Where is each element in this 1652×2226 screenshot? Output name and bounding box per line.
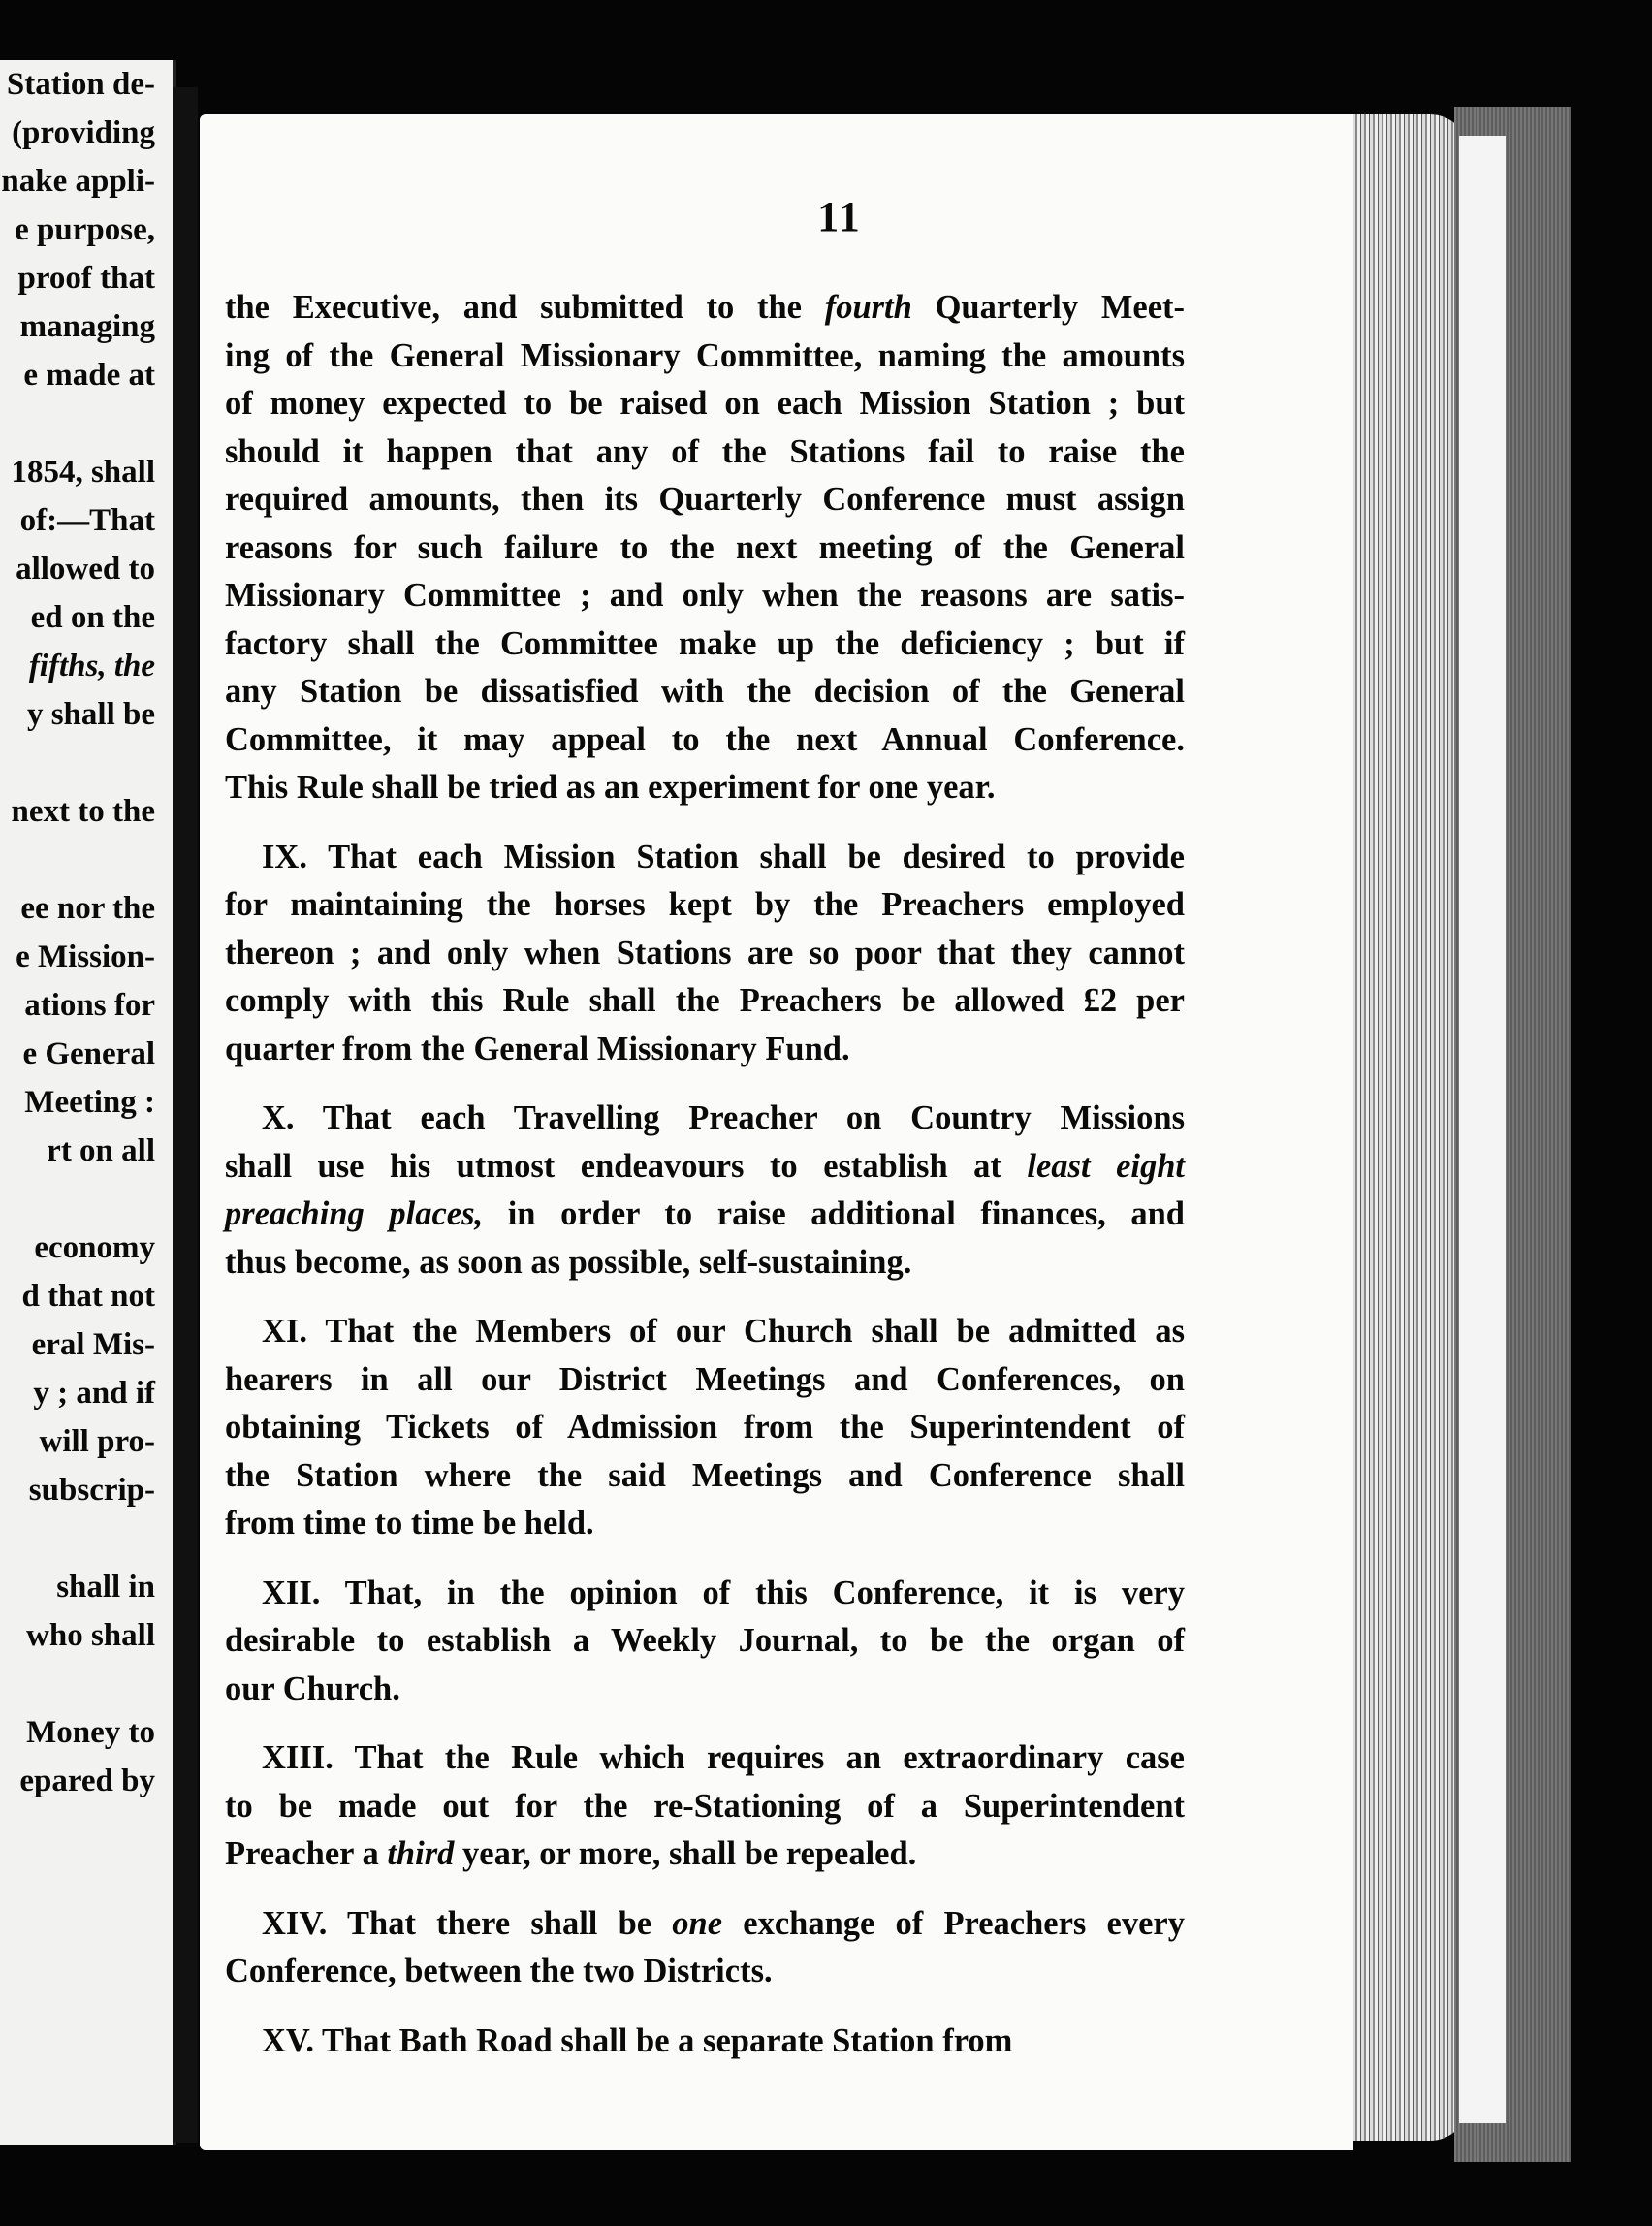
text: XIII. That the Rule which requires an extraordinary case [262, 1739, 1185, 1776]
text-line [225, 1452, 1185, 1501]
left-page-line [0, 1514, 155, 1563]
left-page-line: who shall [26, 1618, 155, 1653]
left-page-line: ee nor the [20, 891, 155, 926]
text: of money expected to be raised on each Mission Station ; but [225, 385, 1185, 422]
text: Missionary Committee ; and only when the reasons are satis- [225, 577, 1185, 614]
paragraph [225, 1095, 1185, 1287]
text-line [225, 1239, 1185, 1288]
text: the Station where the said Meetings and Conference shall [225, 1456, 1185, 1494]
left-page-line: Money to [26, 1715, 155, 1750]
text: exchange of Preachers every [722, 1904, 1185, 1942]
text: hearers in all our District Meetings and Conferences, on [225, 1360, 1185, 1398]
italic-text: preaching places, [225, 1195, 484, 1232]
page-body-text [225, 284, 1185, 2086]
text-line [225, 1666, 1185, 1714]
left-page-line: 1854, shall [11, 455, 155, 490]
text: XIV. That there shall be [262, 1904, 673, 1942]
text-line [225, 764, 1185, 812]
paragraph [225, 834, 1185, 1074]
text-line [225, 1948, 1185, 1996]
left-page-line: ations for [24, 988, 155, 1023]
paragraph [225, 284, 1185, 812]
left-page-line: y ; and if [33, 1376, 155, 1411]
text: from time to time be held. [225, 1505, 594, 1542]
text: our Church. [225, 1670, 400, 1707]
text: obtaining Tickets of Admission from the Superintendent of [225, 1409, 1185, 1446]
text-line [225, 525, 1185, 573]
text: XI. That the Members of our Church shall be admitted as [262, 1313, 1185, 1350]
text: X. That each Travelling Preacher on Country Missions [262, 1099, 1185, 1136]
text: in order to raise additional finances, and [483, 1195, 1185, 1232]
text: should it happen that any of the Stations fail to raise the [225, 432, 1185, 470]
text-line [225, 1830, 1185, 1879]
text-line [225, 1143, 1185, 1192]
text-line [225, 572, 1185, 620]
left-page-line: economy [34, 1230, 155, 1265]
italic-text: one [672, 1904, 723, 1942]
left-page-line [0, 836, 155, 884]
left-page-line: rt on all [47, 1133, 155, 1168]
left-page-line: eral Mis- [31, 1327, 155, 1362]
text-line [225, 716, 1185, 765]
paragraph [225, 1308, 1185, 1548]
left-page-line: of:—That [19, 503, 155, 538]
text-line [225, 1900, 1185, 1949]
text-line [225, 881, 1185, 930]
italic-text: fourth [824, 289, 912, 326]
text: thus become, as soon as possible, self-sustaining. [225, 1243, 912, 1281]
left-page-line: nake appli- [1, 164, 155, 199]
left-page-line: (providing [12, 115, 155, 150]
text: XII. That, in the opinion of this Conference, it is very [262, 1574, 1185, 1611]
left-page-line: will pro- [39, 1424, 155, 1459]
text-line [225, 1356, 1185, 1405]
text: required amounts, then its Quarterly Conference must assign [225, 481, 1185, 518]
left-page-line [0, 399, 155, 448]
text: This Rule shall be tried as an experiment for one year. [225, 769, 996, 806]
left-page-line: ed on the [30, 600, 155, 635]
left-page-line: next to the [11, 794, 155, 829]
text: thereon ; and only when Stations are so poor that they cannot [225, 934, 1185, 971]
text: shall use his utmost endeavours to establish at [225, 1147, 1028, 1185]
text-line [225, 1783, 1185, 1831]
left-page-line: y shall be [26, 697, 155, 732]
left-facing-page [0, 60, 176, 2145]
text-line [225, 429, 1185, 477]
right-page [200, 114, 1353, 2150]
paragraph [225, 1900, 1185, 1996]
text-line [225, 1734, 1185, 1783]
text-line [225, 1500, 1185, 1548]
text-line [225, 1570, 1185, 1618]
left-page-line: e General [22, 1036, 155, 1071]
left-page-line: d that not [21, 1279, 155, 1314]
text: reasons for such failure to the next meeting of the General [225, 528, 1185, 566]
text: the Executive, and submitted to the [225, 289, 825, 326]
text-line [225, 1191, 1185, 1239]
text-line [225, 2018, 1185, 2066]
left-page-line: Meeting : [24, 1085, 155, 1120]
text: XV. That Bath Road shall be a separate Station from [262, 2021, 1013, 2059]
text: Conference, between the two Districts. [225, 1953, 773, 1989]
left-page-line [0, 739, 155, 787]
text: Quarterly Meet- [911, 289, 1186, 326]
left-page-line: allowed to [16, 552, 155, 587]
text: desirable to establish a Weekly Journal, to be the organ of [225, 1622, 1185, 1659]
text: Committee, it may appeal to the next Annual Conference. [225, 720, 1185, 758]
text: for maintaining the horses kept by the Preachers employed [225, 886, 1185, 923]
left-page-line: shall in [56, 1570, 155, 1605]
text-line [225, 1095, 1185, 1143]
left-page-line: e purpose, [15, 212, 155, 247]
text: any Station be dissatisfied with the decision of the General [225, 673, 1185, 710]
book-gutter [173, 87, 198, 2143]
text-line [225, 476, 1185, 525]
text: year, or more, shall be repealed. [454, 1835, 917, 1872]
left-page-line: fifths, the [28, 649, 155, 684]
left-page-line: Station de- [6, 67, 155, 102]
text-line [225, 977, 1185, 1026]
italic-text: third [387, 1835, 455, 1872]
left-page-line [0, 1660, 155, 1708]
left-page-text [0, 60, 155, 1805]
text-line [225, 1404, 1185, 1452]
text-line [225, 834, 1185, 882]
text: IX. That each Mission Station shall be desired to provide [262, 838, 1185, 875]
text: Preacher a [225, 1835, 388, 1872]
text-line [225, 1026, 1185, 1074]
left-page-line: subscrip- [28, 1473, 155, 1508]
left-page-line: e made at [23, 358, 155, 393]
italic-text: least eight [1027, 1147, 1185, 1185]
cover-endpaper [1459, 136, 1506, 2123]
text: comply with this Rule shall the Preachers be allowed £2 per [225, 982, 1185, 1019]
paragraph [225, 2018, 1185, 2066]
text-line [225, 380, 1185, 429]
left-page-line: proof that [17, 261, 155, 296]
text-line [225, 668, 1185, 716]
text-line [225, 1617, 1185, 1666]
paragraph [225, 1734, 1185, 1879]
paragraph [225, 1570, 1185, 1714]
left-page-line: epared by [19, 1764, 155, 1798]
left-page-line: managing [19, 309, 155, 344]
left-page-line [0, 1175, 155, 1224]
text: ing of the General Missionary Committee, naming the amounts [225, 336, 1185, 374]
text-line [225, 1308, 1185, 1356]
text-line [225, 284, 1185, 333]
text-line [225, 930, 1185, 978]
text-line [225, 333, 1185, 381]
page-number: 11 [817, 193, 862, 240]
text-line [225, 620, 1185, 669]
text: factory shall the Committee make up the deficiency ; but if [225, 624, 1185, 662]
text: to be made out for the re-Stationing of a Superintendent [225, 1787, 1185, 1825]
text: quarter from the General Missionary Fund. [225, 1030, 850, 1067]
left-page-line: e Mission- [16, 939, 155, 974]
